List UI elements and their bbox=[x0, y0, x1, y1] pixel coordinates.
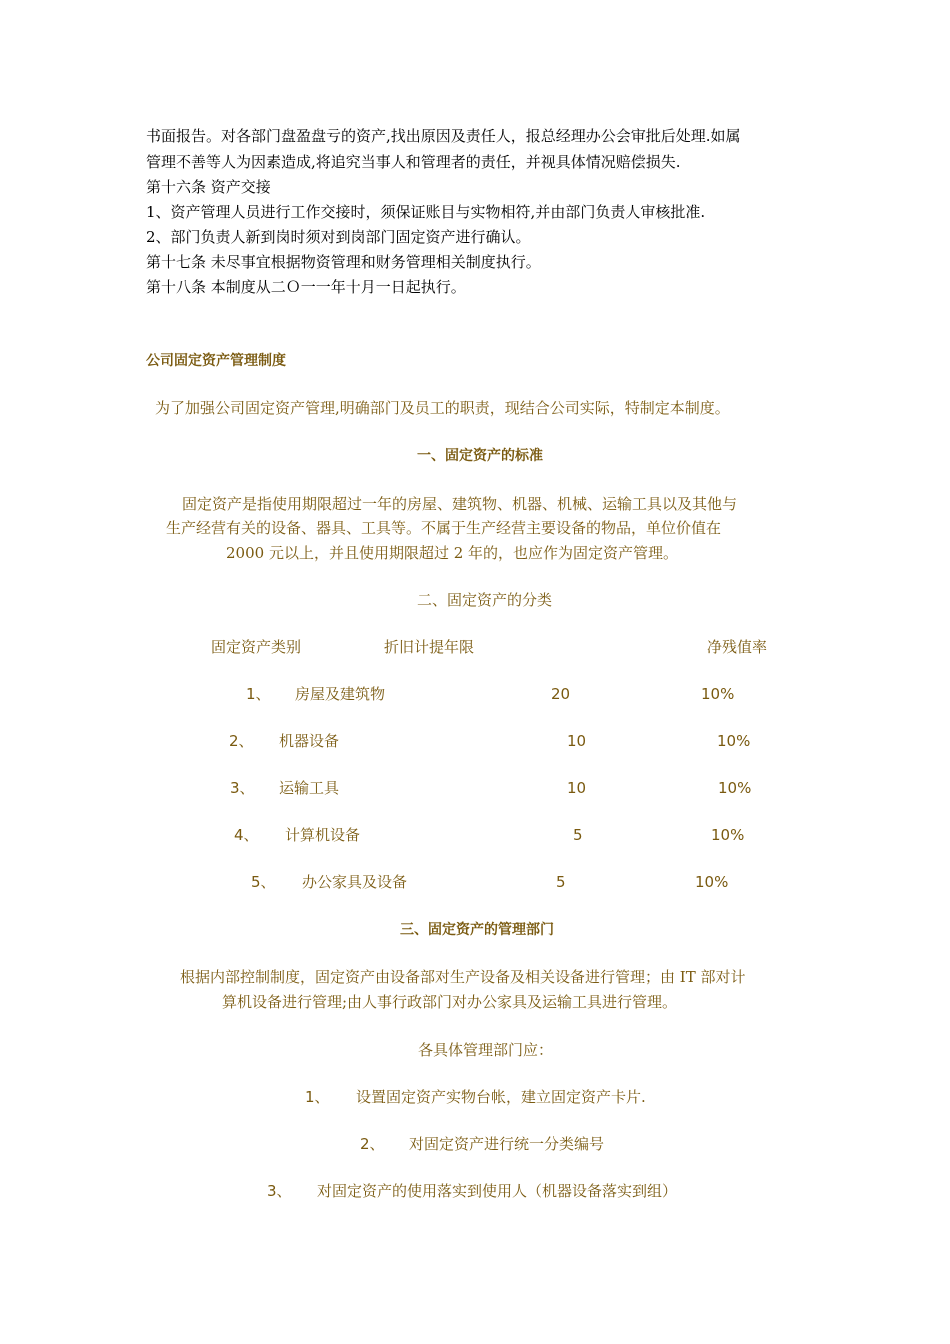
row-number: 1、 bbox=[246, 685, 271, 703]
asset-category: 计算机设备 bbox=[285, 826, 361, 844]
article-line: 第十七条 未尽事宜根据物资管理和财务管理相关制度执行。 bbox=[146, 253, 541, 271]
article-heading: 第十六条 资产交接 bbox=[146, 178, 271, 196]
residual-rate: 10% bbox=[718, 779, 752, 797]
asset-category: 运输工具 bbox=[279, 779, 340, 797]
column-header: 净残值率 bbox=[707, 638, 768, 656]
paragraph-line: 2、部门负责人新到岗时须对到岗部门固定资产进行确认。 bbox=[146, 228, 531, 246]
document-title: 公司固定资产管理制度 bbox=[146, 353, 286, 369]
residual-rate: 10% bbox=[711, 826, 745, 844]
section-heading: 二、固定资产的分类 bbox=[417, 591, 553, 609]
paragraph-line: 1、资产管理人员进行工作交接时，须保证账目与实物相符,并由部门负责人审核批准. bbox=[146, 203, 706, 221]
asset-category: 机器设备 bbox=[279, 732, 340, 750]
paragraph-line: 书面报告。对各部门盘盈盘亏的资产,找出原因及责任人，报总经理办公会审批后处理.如属 bbox=[146, 127, 741, 145]
list-item: 对固定资产的使用落实到使用人（机器设备落实到组） bbox=[317, 1182, 678, 1200]
row-number: 2、 bbox=[229, 732, 254, 750]
list-item-number: 2、 bbox=[360, 1135, 385, 1153]
intro-paragraph: 为了加强公司固定资产管理,明确部门及员工的职责，现结合公司实际，特制定本制度。 bbox=[155, 399, 730, 417]
list-item: 对固定资产进行统一分类编号 bbox=[409, 1135, 605, 1153]
depreciation-years: 5 bbox=[556, 873, 566, 891]
asset-category: 办公家具及设备 bbox=[302, 873, 408, 891]
residual-rate: 10% bbox=[701, 685, 735, 703]
section-heading: 一、固定资产的标准 bbox=[417, 448, 543, 464]
paragraph-line: 固定资产是指使用期限超过一年的房屋、建筑物、机器、机械、运输工具以及其他与 bbox=[182, 495, 738, 513]
column-header: 固定资产类别 bbox=[211, 638, 302, 656]
depreciation-years: 5 bbox=[573, 826, 583, 844]
residual-rate: 10% bbox=[695, 873, 729, 891]
paragraph-line: 生产经营有关的设备、器具、工具等。不属于生产经营主要设备的物品，单位价值在 bbox=[166, 519, 722, 537]
depreciation-years: 10 bbox=[567, 732, 587, 750]
paragraph-line: 管理不善等人为因素造成,将追究当事人和管理者的责任，并视具体情况赔偿损失. bbox=[146, 153, 681, 171]
column-header: 折旧计提年限 bbox=[384, 638, 475, 656]
sub-heading: 各具体管理部门应： bbox=[418, 1041, 554, 1059]
row-number: 4、 bbox=[234, 826, 259, 844]
asset-category: 房屋及建筑物 bbox=[295, 685, 386, 703]
list-item-number: 1、 bbox=[305, 1088, 330, 1106]
depreciation-years: 10 bbox=[567, 779, 587, 797]
row-number: 5、 bbox=[251, 873, 276, 891]
section-heading: 三、固定资产的管理部门 bbox=[400, 922, 554, 938]
paragraph-line: 2000 元以上，并且使用期限超过 2 年的，也应作为固定资产管理。 bbox=[226, 544, 679, 562]
paragraph-line: 算机设备进行管理;由人事行政部门对办公家具及运输工具进行管理。 bbox=[222, 993, 678, 1011]
article-line: 第十八条 本制度从二Ｏ一一年十月一日起执行。 bbox=[146, 278, 466, 296]
depreciation-years: 20 bbox=[551, 685, 571, 703]
row-number: 3、 bbox=[230, 779, 255, 797]
list-item-number: 3、 bbox=[267, 1182, 292, 1200]
residual-rate: 10% bbox=[717, 732, 751, 750]
paragraph-line: 根据内部控制制度，固定资产由设备部对生产设备及相关设备进行管理；由 IT 部对计 bbox=[180, 968, 746, 986]
list-item: 设置固定资产实物台帐，建立固定资产卡片. bbox=[356, 1088, 646, 1106]
